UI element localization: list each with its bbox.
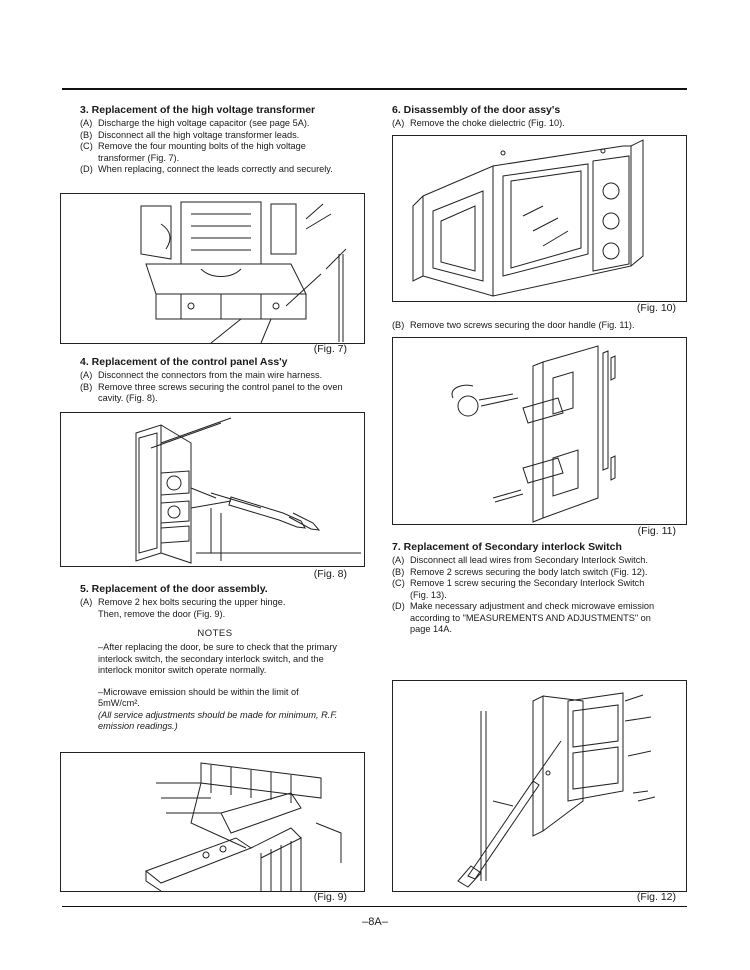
list-item: (A) Disconnect the connectors from the main wire harness. xyxy=(80,370,323,380)
fig-7-caption: (Fig. 7) xyxy=(313,343,347,355)
figure-10-oven-door xyxy=(392,135,687,302)
list-item: (C) Remove 1 screw securing the Secondary Interlock Switch (Fig. 13). xyxy=(392,578,645,600)
list-item: (A) Remove 2 hex bolts securing the upper hinge. Then, remove the door (Fig. 9). xyxy=(80,597,286,619)
section-7-heading: 7. Replacement of Secondary interlock Switch xyxy=(392,541,622,553)
list-item: (D) Make necessary adjustment and check microwave emission according to "MEASUREMENTS AND ADJUSTMENTS" on page 14A. xyxy=(392,601,655,634)
figure-9-door-hinge xyxy=(60,752,365,892)
list-item: (B) Remove three screws securing the control panel to the oven cavity. (Fig. 8). xyxy=(80,381,343,403)
section-5-heading: 5. Replacement of the door assembly. xyxy=(80,583,268,595)
section-5 xyxy=(80,583,350,733)
section-7 xyxy=(392,541,660,636)
figure-11-door-handle xyxy=(392,337,687,525)
section-3 xyxy=(80,104,365,176)
note-service-adjustments: (All service adjustments should be made for minimum, R.F. emission readings.) xyxy=(98,709,338,731)
section-4-heading: 4. Replacement of the control panel Ass'y xyxy=(80,356,288,368)
notes-heading: NOTES xyxy=(197,628,233,639)
figure-8-control-panel xyxy=(60,412,365,567)
section-6 xyxy=(392,104,682,130)
fig-10-caption: (Fig. 10) xyxy=(636,302,676,314)
section-6-item-b xyxy=(392,320,682,332)
fig-12-caption: (Fig. 12) xyxy=(636,891,676,903)
fig-11-caption: (Fig. 11) xyxy=(637,525,676,537)
fig-8-caption: (Fig. 8) xyxy=(313,568,347,580)
note-door-check: –After replacing the door, be sure to check that the primary interlock switch, the secondary interlock switch, and the interlock monitor switch operate normally. xyxy=(98,642,338,675)
section-4 xyxy=(80,356,365,405)
list-item: (B) Remove two screws securing the door handle (Fig. 11). xyxy=(392,320,635,330)
list-item: (A) Disconnect all lead wires from Secondary Interlock Switch. xyxy=(392,555,648,565)
list-item: (B) Disconnect all the high voltage transformer leads. xyxy=(80,129,300,140)
bottom-rule xyxy=(62,906,687,907)
list-item: (A) Remove the choke dielectric (Fig. 10). xyxy=(392,118,565,128)
top-rule xyxy=(62,88,687,90)
section-3-heading: 3. Replacement of the high voltage transformer xyxy=(80,104,316,116)
list-item: (D) When replacing, connect the leads correctly and securely. xyxy=(80,164,333,174)
figure-7-transformer xyxy=(60,193,365,344)
figure-12-interlock-switch xyxy=(392,680,687,892)
fig-9-caption: (Fig. 9) xyxy=(313,891,347,903)
note-emission-limit: –Microwave emission should be within the limit of 5mW/cm². xyxy=(98,686,299,708)
list-item: (C) Remove the four mounting bolts of the high voltage transformer (Fig. 7). xyxy=(80,141,306,163)
page-number: –8A– xyxy=(362,916,388,928)
list-item: (A) Discharge the high voltage capacitor (see page 5A). xyxy=(80,118,310,128)
list-item: (B) Remove 2 screws securing the body latch switch (Fig. 12). xyxy=(392,566,648,577)
section-6-heading: 6. Disassembly of the door assy's xyxy=(392,104,561,116)
